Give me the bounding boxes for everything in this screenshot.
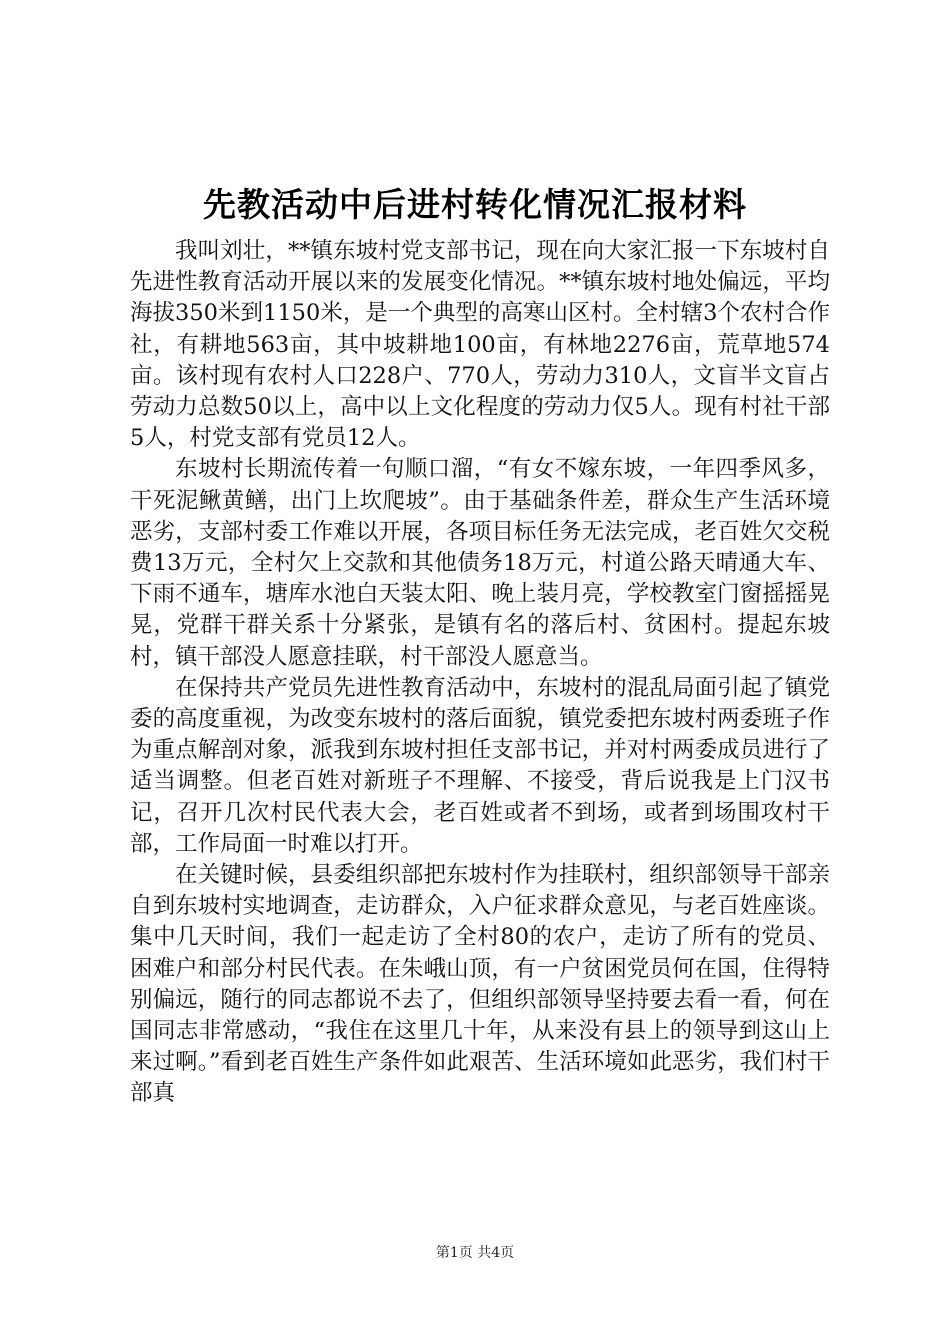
paragraph: 东坡村长期流传着一句顺口溜，“有女不嫁东坡，一年四季风多，干死泥鳅黄鳝，出门上坎爬坡”。由于基础条件差，群众生产生活环境恶劣，支部村委工作难以开展，各项目标任务无法完成，老百姓欠交税费13万元，全村欠上交款和其他债务18万元，村道公路天晴通大车、下雨不通车，塘库水池白天装太阳、晚上装月亮，学校教室门窗摇摇晃晃，党群干群关系十分紧张，是镇有名的落后村、贫困村。提起东坡村，镇干部没人愿意挂联，村干部没人愿意当。 <box>130 456 830 670</box>
document-title: 先教活动中后进村转化情况汇报材料 <box>203 185 747 224</box>
paragraph: 在关键时候，县委组织部把东坡村作为挂联村，组织部领导干部亲自到东坡村实地调查，走访群众，入户征求群众意见，与老百姓座谈。集中几天时间，我们一起走访了全村80的农户，走访了所有的党员、困难户和部分村民代表。在朱峨山顶，有一户贫困党员何在国，住得特别偏远，随行的同志都说不去了，但组织部领导坚持要去看一看，何在国同志非常感动，“我住在这里几十年，从来没有县上的领导到这山上来过啊。”看到老百姓生产条件如此艰苦、生活环境如此恶劣，我们村干部真 <box>130 862 830 1107</box>
document-body <box>130 236 830 1110</box>
paragraph: 在保持共产党员先进性教育活动中，东坡村的混乱局面引起了镇党委的高度重视，为改变东坡村的落后面貌，镇党委把东坡村两委班子作为重点解剖对象，派我到东坡村担任支部书记，并对村两委成员进行了适当调整。但老百姓对新班子不理解、不接受，背后说我是上门汉书记，召开几次村民代表大会，老百姓或者不到场，或者到场围攻村干部，工作局面一时难以打开。 <box>130 674 830 857</box>
page-number-footer: 第1页 共4页 <box>435 1245 515 1261</box>
paragraph: 我叫刘壮，**镇东坡村党支部书记，现在向大家汇报一下东坡村自先进性教育活动开展以来的发展变化情况。**镇东坡村地处偏远，平均海拔350米到1150米，是一个典型的高寒山区村。全村辖3个农村合作社，有耕地563亩，其中坡耕地100亩，有林地2276亩，荒草地574亩。该村现有农村人口228户、770人，劳动力310人，文盲半文盲占劳动力总数50以上，高中以上文化程度的劳动力仅5人。现有村社干部5人，村党支部有党员12人。 <box>130 238 830 452</box>
